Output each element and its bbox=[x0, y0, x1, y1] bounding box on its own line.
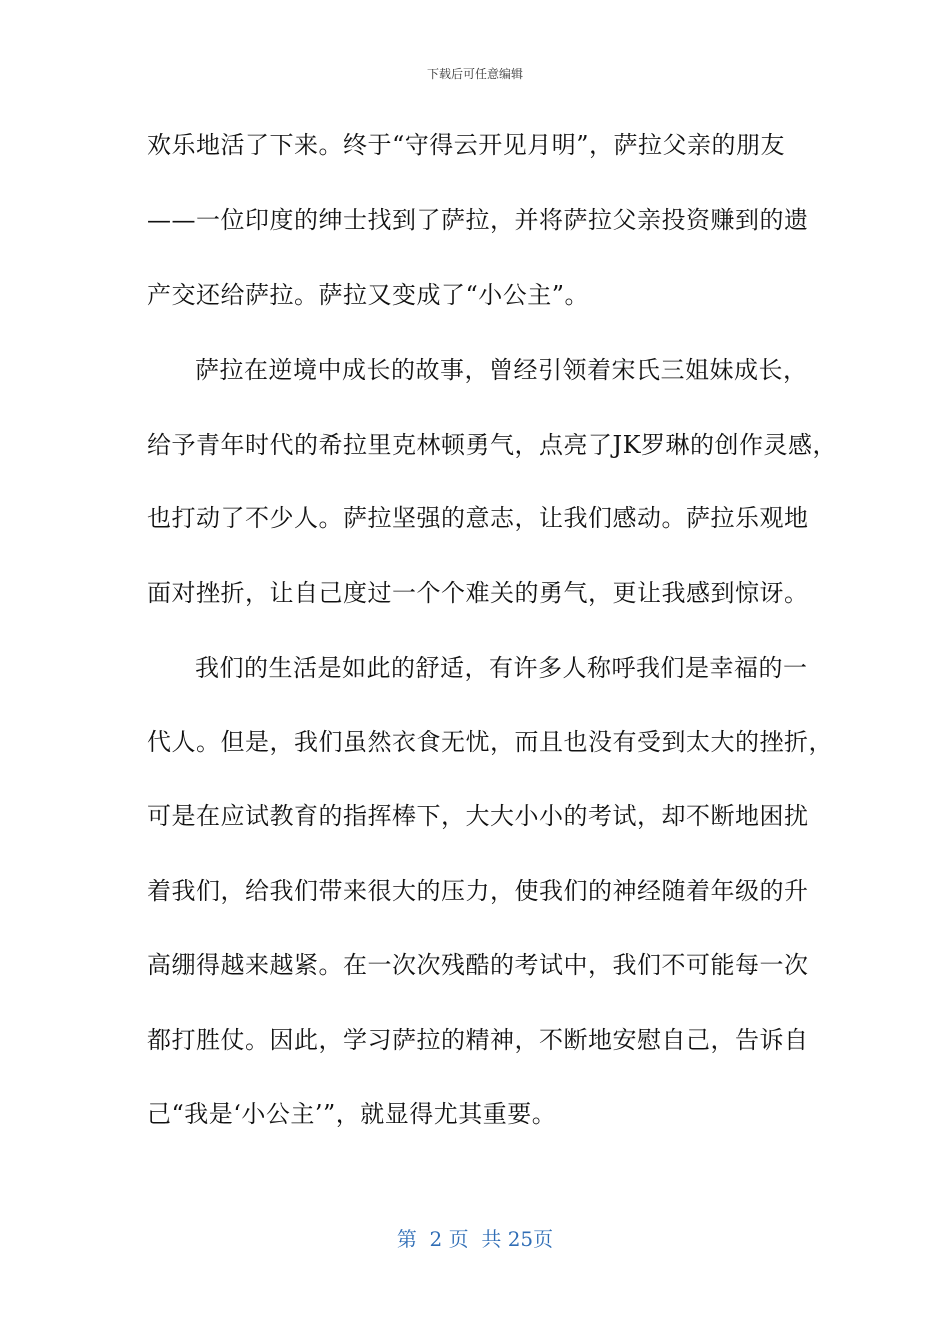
page-header: 下载后可任意编辑 bbox=[426, 67, 523, 81]
text-line: 代人。但是，我们虽然衣食无忧，而且也没有受到太大的挫折， bbox=[147, 728, 833, 756]
text-line: 着我们，给我们带来很大的压力，使我们的神经随着年级的升 bbox=[147, 877, 809, 905]
text-line: 欢乐地活了下来。终于“守得云开见月明”，萨拉父亲的朋友 bbox=[147, 131, 786, 159]
text-line: 产交还给萨拉。萨拉又变成了“小公主”。 bbox=[147, 281, 590, 309]
paragraph-start-line: 我们的生活是如此的舒适，有许多人称呼我们是幸福的一 bbox=[195, 654, 808, 682]
text-line: 面对挫折，让自己度过一个个难关的勇气，更让我感到惊讶。 bbox=[147, 579, 809, 607]
text-line: 高绷得越来越紧。在一次次残酷的考试中，我们不可能每一次 bbox=[147, 951, 809, 979]
text-line: 也打动了不少人。萨拉坚强的意志，让我们感动。萨拉乐观地 bbox=[147, 504, 809, 532]
text-line: ——一位印度的绅士找到了萨拉，并将萨拉父亲投资赚到的遗 bbox=[147, 206, 809, 234]
paragraph-start-line: 萨拉在逆境中成长的故事，曾经引领着宋氏三姐妹成长， bbox=[195, 356, 808, 384]
page-number-footer: 第 2 页 共 25页 bbox=[396, 1227, 554, 1251]
text-line: 己“我是‘小公主’”，就显得尤其重要。 bbox=[147, 1100, 557, 1128]
text-line: 都打胜仗。因此，学习萨拉的精神，不断地安慰自己，告诉自 bbox=[147, 1026, 809, 1054]
text-line: 给予青年时代的希拉里克林顿勇气，点亮了JK罗琳的创作灵感， bbox=[147, 431, 838, 459]
text-line: 可是在应试教育的指挥棒下，大大小小的考试，却不断地困扰 bbox=[147, 802, 809, 830]
